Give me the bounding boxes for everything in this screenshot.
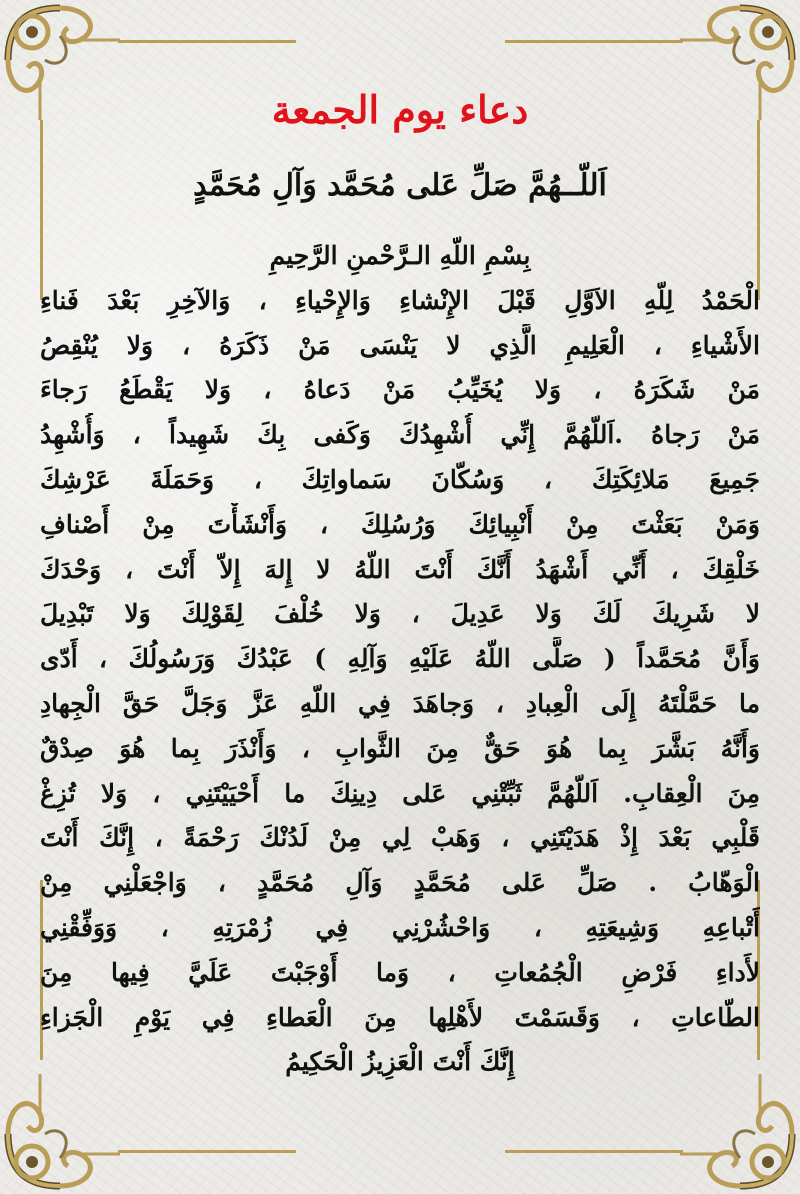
- prayer-body: [40, 234, 760, 1085]
- prayer-line: لأَداءِ فَرْضِ الْجُمُعاتِ ، وَما أَوْجَبْتَ عَلَيَّ فِيها مِنَ: [40, 957, 760, 987]
- prayer-line: جَمِيعَ مَلائِكَتِكَ ، وَسُكّانَ سَماواتِكَ ، وَحَمَلَةَ عَرْشِكَ: [40, 464, 760, 494]
- prayer-line: الْحَمْدُ لِلّهِ الاَوَّلِ قَبْلَ الإِنْشاءِ وَالإِحْياءِ ، وَالآخِرِ بَعْدَ فَناءِ: [40, 285, 760, 315]
- prayer-line: وَمَنْ بَعَثْتَ مِنْ أَنْبِيائِكَ وَرُسُلِكَ ، وَأَنْشَأْتَ مِنْ أَصْنافِ: [40, 509, 760, 539]
- prayer-line: الطّاعاتِ ، وَقَسَمْتَ لأَهْلِها مِنَ الْعَطاءِ فِي يَوْمِ الْجَزاءِ: [40, 1002, 760, 1032]
- prayer-line: أَتْباعِهِ وَشِيعَتِهِ ، وَاحْشُرْنِي فِي زُمْرَتِهِ ، وَوَفِّقْنِي: [40, 912, 760, 942]
- frame-rule-top-right: [505, 40, 683, 43]
- frame-rule-bottom-right: [505, 1150, 683, 1153]
- prayer-line: الأَشْياءِ ، الْعَلِيمِ الَّذِي لا يَنْسَى مَنْ ذَكَرَهُ ، وَلا يُنْقِصُ: [40, 330, 760, 360]
- prayer-line: مَنْ رَجاهُ .اَللّهُمَّ إِنِّي أُشْهِدُكَ وَكَفى بِكَ شَهِيداً ، وَأُشْهِدُ: [40, 420, 760, 450]
- prayer-line: الْوَهّابُ . صَلِّ عَلى مُحَمَّدٍ وَآلِ مُحَمَّدٍ ، وَاجْعَلْنِي مِنْ: [40, 868, 760, 898]
- prayer-content: [40, 82, 760, 1085]
- closing-line: إِنَّكَ أَنْتَ الْعَزِيزُ الْحَكِيمُ: [285, 1047, 515, 1077]
- prayer-line: قَلْبِي بَعْدَ إِذْ هَدَيْتَنِي ، وَهَبْ لِي مِنْ لَدُنْكَ رَحْمَةً ، إِنَّكَ أَنْتَ: [40, 823, 760, 853]
- salawat-line: اَللّــهُمَّ صَلِّ عَلى مُحَمَّد وَآلِ مُحَمَّدٍ: [193, 168, 607, 203]
- prayer-line: وَأَنَّ مُحَمَّداً ( صَلَّى اللّهُ عَلَيْهِ وَآلِهِ ) عَبْدُكَ وَرَسُولُكَ ، أَدّى: [40, 644, 760, 674]
- prayer-line: خَلْقِكَ ، أَنِّي أَشْهَدُ أَنَّكَ أَنْتَ اللّهُ لا إِلهَ إِلاّ أَنْتَ ، وَحْدَكَ: [40, 554, 760, 584]
- basmala-line: بِسْمِ اللّهِ الـرَّحْمنِ الرَّحِيمِ: [269, 241, 531, 270]
- prayer-line: وَأَنَّهُ بَشَّرَ بِما هُوَ حَقٌّ مِنَ الثَّوابِ ، وَأَنْذَرَ بِما هُوَ صِدْقٌ: [40, 733, 760, 763]
- frame-rule-bottom-left: [118, 1150, 296, 1153]
- frame-rule-top-left: [118, 40, 296, 43]
- page-title: دعاء يوم الجمعة: [271, 87, 529, 132]
- prayer-line: لا شَرِيكَ لَكَ وَلا عَدِيلَ ، وَلا خُلْفَ لِقَوْلِكَ وَلا تَبْدِيلَ: [40, 599, 760, 629]
- prayer-line: مَنْ شَكَرَهُ ، وَلا يُخَيِّبُ مَنْ دَعاهُ ، وَلا يَقْطَعُ رَجاءَ: [40, 375, 760, 405]
- prayer-line: ما حَمَّلْتَهُ إِلَى الْعِبادِ ، وَجاهَدَ فِي اللّهِ عَزَّ وَجَلَّ حَقَّ الْجِهادِ: [40, 688, 760, 718]
- prayer-line: مِنَ الْعِقابِ. اَللّهُمَّ ثَبِّتْنِي عَلى دِينِكَ ما أَحْيَيْتَنِي ، وَلا تُزِغْ: [40, 778, 760, 808]
